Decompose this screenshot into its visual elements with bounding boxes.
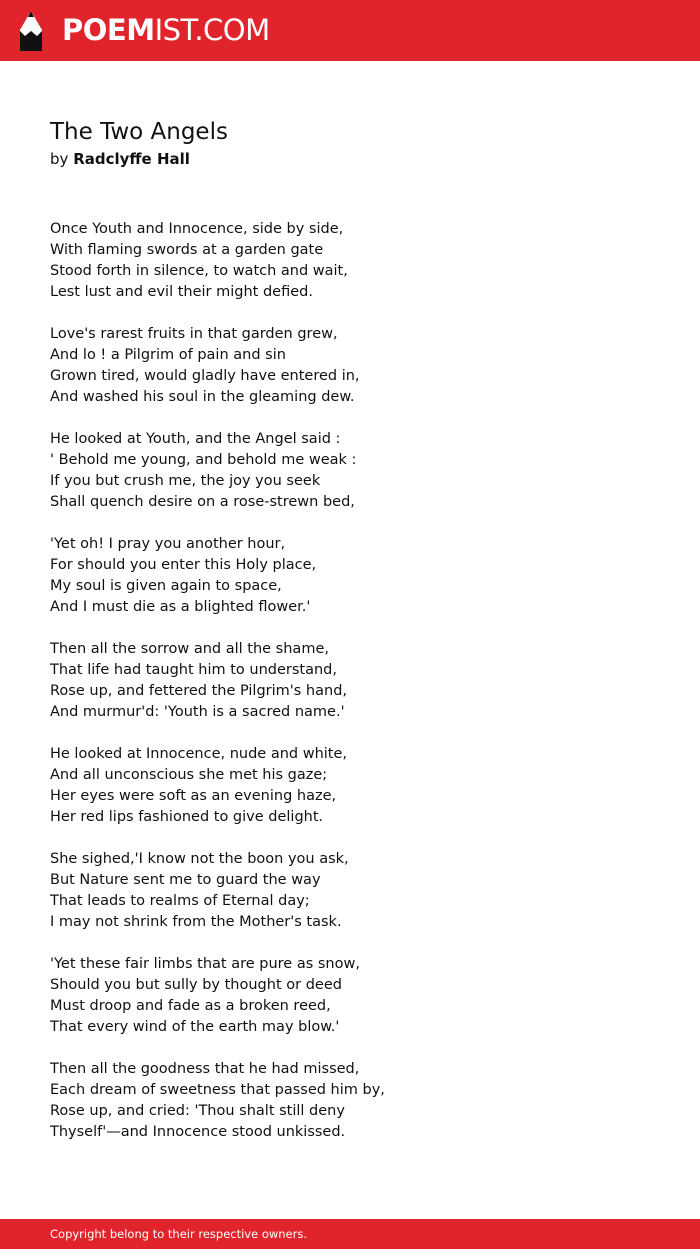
poem-line: Her eyes were soft as an evening haze, (50, 788, 337, 804)
stanza (50, 219, 650, 303)
copyright-notice: Copyright belong to their respective owners. (50, 1227, 308, 1241)
stanza (50, 324, 650, 408)
poem-line: For should you enter this Holy place, (50, 557, 317, 573)
poem-line: He looked at Innocence, nude and white, (50, 746, 348, 762)
poem-line: Must droop and fade as a broken reed, (50, 998, 331, 1014)
poem-line: Love's rarest fruits in that garden grew, (50, 326, 338, 342)
poem-line: Should you but sully by thought or deed (50, 977, 342, 993)
site-logo-link[interactable] (62, 12, 270, 48)
poem-line: Rose up, and fettered the Pilgrim's hand, (50, 683, 348, 699)
site-header (0, 0, 700, 61)
poem-line: Once Youth and Innocence, side by side, (50, 221, 344, 237)
poem-line: That leads to realms of Eternal day; (50, 893, 310, 909)
poem-line: Each dream of sweetness that passed him by, (50, 1082, 385, 1098)
stanza (50, 639, 650, 723)
by-label: by (50, 150, 69, 168)
poem-line: I may not shrink from the Mother's task. (50, 914, 342, 930)
poem-line: Then all the sorrow and all the shame, (50, 641, 329, 657)
site-footer (0, 1219, 700, 1249)
poem-title: The Two Angels (50, 119, 228, 145)
poem-line: Thyself'—and Innocence stood unkissed. (50, 1124, 346, 1140)
poem-line: 'Yet these fair limbs that are pure as snow, (50, 956, 360, 972)
poem-line: Shall quench desire on a rose-strewn bed, (50, 494, 355, 510)
stanza (50, 849, 650, 933)
poem-line: If you but crush me, the joy you seek (50, 473, 321, 489)
poem-line: That every wind of the earth may blow.' (50, 1019, 340, 1035)
brand-bold: POEM (62, 13, 155, 47)
poem-line: That life had taught him to understand, (50, 662, 337, 678)
poem-line: And all unconscious she met his gaze; (50, 767, 328, 783)
poem-line: My soul is given again to space, (50, 578, 282, 594)
poem-line: And lo ! a Pilgrim of pain and sin (50, 347, 286, 363)
stanza (50, 744, 650, 828)
author-name: Radclyffe Hall (73, 150, 190, 168)
poem-line: She sighed,'I know not the boon you ask, (50, 851, 349, 867)
byline (50, 149, 190, 169)
poem-line: Grown tired, would gladly have entered in, (50, 368, 360, 384)
poem-line: He looked at Youth, and the Angel said : (50, 431, 341, 447)
poem-line: Lest lust and evil their might defied. (50, 284, 313, 300)
poem-line: Her red lips fashioned to give delight. (50, 809, 324, 825)
poem-line: Rose up, and cried: 'Thou shalt still deny (50, 1103, 345, 1119)
poem-body (50, 219, 650, 1164)
brand-light: IST.COM (154, 13, 270, 47)
poem-line: And murmur'd: 'Youth is a sacred name.' (50, 704, 345, 720)
stanza (50, 1059, 650, 1143)
poem-line: Stood forth in silence, to watch and wait, (50, 263, 348, 279)
poem-line: But Nature sent me to guard the way (50, 872, 321, 888)
poem-line: 'Yet oh! I pray you another hour, (50, 536, 286, 552)
stanza (50, 954, 650, 1038)
poem-line: Then all the goodness that he had missed, (50, 1061, 360, 1077)
poem-line: ' Behold me young, and behold me weak : (50, 452, 357, 468)
poem-line: And washed his soul in the gleaming dew. (50, 389, 355, 405)
pencil-icon[interactable] (18, 10, 44, 52)
poem-line: With flaming swords at a garden gate (50, 242, 324, 258)
poem-line: And I must die as a blighted flower.' (50, 599, 311, 615)
stanza (50, 429, 650, 513)
stanza (50, 534, 650, 618)
